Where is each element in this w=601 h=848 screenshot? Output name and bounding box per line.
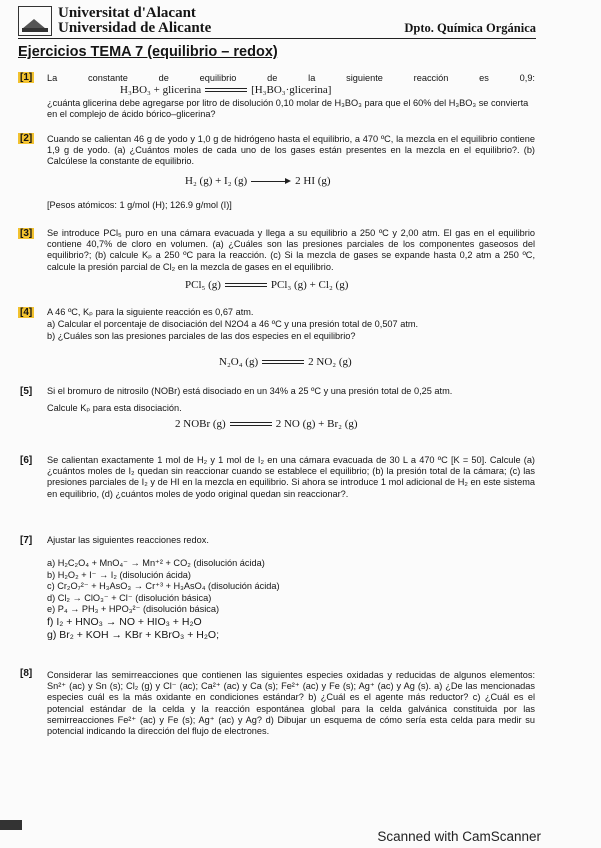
exercise-text: Si el bromuro de nitrosilo (NOBr) está disociado en un 34% a 25 ºC y una presión total de 0,25 atm. [47, 386, 453, 396]
reaction-equation: 2 NOBr (g) 2 NO (g) + Br₂ (g) [175, 418, 358, 430]
exercise-text: Ajustar las siguientes reacciones redox. [47, 535, 209, 545]
header-divider [18, 38, 536, 39]
list-item: f) I₂ + HNO₃ → NO + HIO₃ + H₂O [47, 615, 202, 628]
page-title: Ejercicios TEMA 7 (equilibrio – redox) [18, 44, 278, 60]
equilibrium-arrow-icon [230, 420, 272, 428]
scan-artifact [0, 820, 22, 830]
university-logo-icon [18, 6, 52, 36]
list-item: g) Br₂ + KOH → KBr + KBrO₃ + H₂O; [47, 628, 220, 641]
equilibrium-arrow-icon [205, 86, 247, 94]
exercise-text: Cuando se calientan 46 g de yodo y 1,0 g de hidrógeno hasta el equilibrio, a 470 ºC, la mezcla en el equilibrio contiene 1,9 g de yodo. (a) ¿Cuántos moles de cada uno de los gases están presentes en la mezcla en el equilibrio?. (b) Calcúlese la constante de equilibrio. [47, 134, 535, 167]
university-name-ca: Universitat d'Alacant [58, 5, 196, 21]
exercise-number: [1] [20, 72, 33, 83]
exercise-text: Considerar las semirreacciones que contienen las siguientes especies oxidadas y reducidas de algunos elementos: Sn²⁺ (ac) y Sn (s); Cl₂ (g) y Cl⁻ (ac); Ca²⁺ (ac) y Ca (s); Fe²⁺ (ac) y Fe (s); Ag⁺ (ac) y Ag (s). a) ¿De las mencionadas especies cuál es la más oxidante en condiciones estándar? b) ¿Cuál es el agente más reductor? c) ¿Cuál es el potencial estándar de la celda y la reacción espontánea global para la celda galvánica constituida por las semirreacciones Fe²⁺ (ac) y Fe (s); Ag⁺ (ac) y Ag? d) Dibujar un esquema de cómo sería esta celda para medir su potencial indicando la dirección del flujo de electrones. [47, 670, 535, 737]
exercise-text: A 46 ºC, Kₚ para la siguiente reacción es 0,67 atm. [47, 307, 254, 317]
exercise-number: [5] [20, 386, 33, 397]
exercise-note: [Pesos atómicos: 1 g/mol (H); 126.9 g/mol (I)] [47, 200, 232, 210]
list-item: a) H₂C₂O₄ + MnO₄⁻ → Mn⁺² + CO₂ (disolución ácida) [47, 558, 265, 568]
exercise-text: Se introduce PCl₅ puro en una cámara evacuada y llega a su equilibrio a 250 ºC y 2,00 atm. El gas en el equilibrio contiene 40,7% de cloro en volumen. (a) ¿Cuáles son las presiones parciales de los componentes gaseosos del equilibrio?; (b) calcule Kₚ a 250 ºC para la reacción. (c) Si la mezcla de gases se expande hasta 0,2 atm a 250 ºC, calcule la presión parcial de Cl₂ en la mezcla de gases en el equilibrio. [47, 228, 535, 272]
reaction-equation: N₂O₄ (g) 2 NO₂ (g) [219, 356, 352, 368]
reaction-equation: H₃BO₃ + glicerina [H₃BO₃·glicerina] [120, 84, 332, 96]
list-item: c) Cr₂O₇²⁻ + H₃AsO₃ → Cr⁺³ + H₃AsO₄ (disolución ácida) [47, 581, 280, 592]
exercise-number: [4] [20, 307, 33, 318]
exercise-text: Calcule Kₚ para esta disociación. [47, 403, 182, 413]
exercise-number: [7] [20, 535, 33, 546]
exercise-number: [6] [20, 455, 33, 466]
scanner-watermark: Scanned with CamScanner [377, 829, 541, 844]
reaction-equation: PCl₅ (g) PCl₃ (g) + Cl₂ (g) [185, 279, 349, 291]
equilibrium-arrow-icon [225, 281, 267, 289]
exercise-text: Se calientan exactamente 1 mol de H₂ y 1 mol de I₂ en una cámara evacuada de 30 L a 470 ºC [K = 50]. Calcule (a) ¿cuántos moles de I₂ quedan sin reaccionar cuando se establece el equilibrio; (b) la presión total de la cámara; (c) las presiones parciales de I₂ y de HI en la mezcla en equilibrio. Si ahora se introduce 1 mol adicional de H₂ en este sistema en equilibrio, (d) ¿cuántos moles de yodo original quedan sin reaccionar?. [47, 455, 535, 499]
exercise-number: [2] [20, 133, 33, 144]
exercise-text: La constante de equilibrio de la siguiente reacción es 0,9: [47, 73, 535, 83]
exercise-number: [3] [20, 228, 33, 239]
equilibrium-arrow-icon [262, 358, 304, 366]
exercise-text: ¿cuánta glicerina debe agregarse por litro de disolución 0,10 molar de H₃BO₃ para que el 60% del H₃BO₃ se convierta en el complejo de ácido bórico–glicerina? [47, 98, 529, 120]
department-name: Dpto. Química Orgánica [404, 21, 536, 35]
list-item: b) H₂O₂ + I⁻ → I₂ (disolución ácida) [47, 569, 191, 580]
reaction-arrow-icon [251, 177, 291, 185]
exercise-text: b) ¿Cuáles son las presiones parciales de las dos especies en el equilibrio? [47, 331, 356, 341]
list-item: e) P₄ → PH₃ + HPO₃²⁻ (disolución básica) [47, 604, 220, 615]
reaction-equation: H₂ (g) + I₂ (g) 2 HI (g) [185, 175, 331, 187]
exercise-text: a) Calcular el porcentaje de disociación del N2O4 a 46 ºC y una presión total de 0,507 atm. [47, 319, 419, 329]
exercise-number: [8] [20, 668, 33, 679]
list-item: d) Cl₂ → ClO₃⁻ + Cl⁻ (disolución básica) [47, 592, 212, 603]
university-name-es: Universidad de Alicante [58, 20, 212, 36]
redox-reaction-list [47, 558, 347, 642]
